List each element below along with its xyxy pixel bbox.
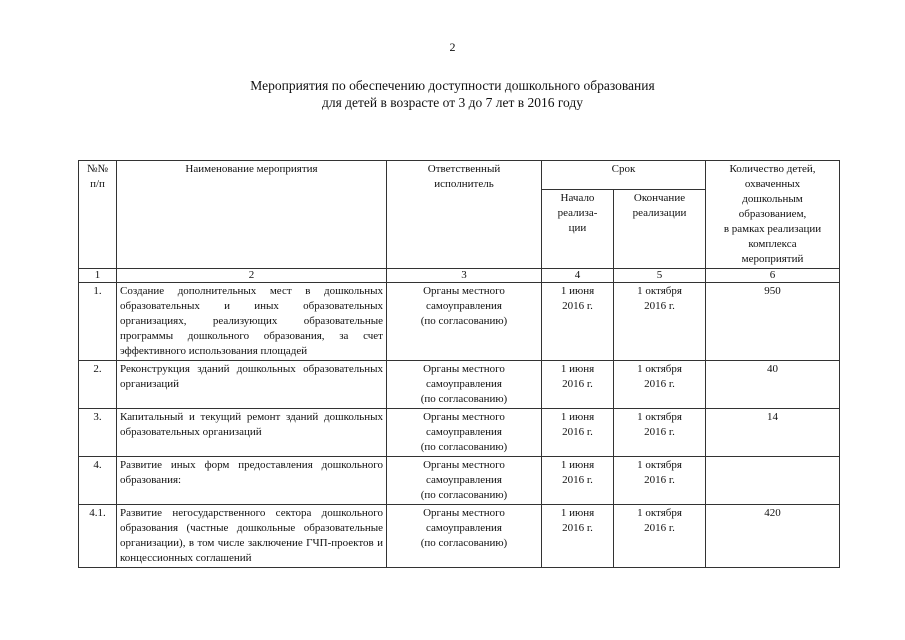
- column-number: 5: [614, 269, 706, 283]
- row-start: 1 июня 2016 г.: [542, 409, 614, 457]
- row-num: 3.: [79, 409, 117, 457]
- row-responsible: Органы местного самоуправления (по согласованию): [387, 457, 542, 505]
- document-title: [0, 77, 905, 111]
- header-count: Количество детей, охваченных дошкольным образованием, в рамках реализации комплекса мероприятий: [706, 161, 840, 269]
- table-row: [79, 283, 840, 361]
- row-end: 1 октября 2016 г.: [614, 409, 706, 457]
- header-responsible: Ответственный исполнитель: [387, 161, 542, 269]
- table-row: [79, 409, 840, 457]
- column-number: 6: [706, 269, 840, 283]
- row-num: 4.: [79, 457, 117, 505]
- row-start: 1 июня 2016 г.: [542, 505, 614, 568]
- row-responsible: Органы местного самоуправления (по согласованию): [387, 283, 542, 361]
- row-end: 1 октября 2016 г.: [614, 457, 706, 505]
- row-count: 40: [706, 361, 840, 409]
- row-name: Реконструкция зданий дошкольных образовательных организаций: [117, 361, 387, 409]
- column-number: 4: [542, 269, 614, 283]
- row-end: 1 октября 2016 г.: [614, 361, 706, 409]
- row-start: 1 июня 2016 г.: [542, 283, 614, 361]
- row-start: 1 июня 2016 г.: [542, 361, 614, 409]
- header-start: Начало реализа- ции: [542, 190, 614, 269]
- table-row: [79, 361, 840, 409]
- header-name: Наименование мероприятия: [117, 161, 387, 269]
- row-num: 2.: [79, 361, 117, 409]
- row-name: Создание дополнительных мест в дошкольных образовательных и иных образовательных организациях, реализующих образовательные программы дошкольного образования, за счет эффективного использования площадей: [117, 283, 387, 361]
- row-name: Развитие негосударственного сектора дошкольного образования (частные дошкольные образовательные организации), в том числе заключение ГЧП-проектов и концессионных соглашений: [117, 505, 387, 568]
- row-responsible: Органы местного самоуправления (по согласованию): [387, 505, 542, 568]
- row-end: 1 октября 2016 г.: [614, 283, 706, 361]
- row-name: Капитальный и текущий ремонт зданий дошкольных образовательных организаций: [117, 409, 387, 457]
- column-number: 3: [387, 269, 542, 283]
- row-num: 4.1.: [79, 505, 117, 568]
- row-count: [706, 457, 840, 505]
- column-number-row: [79, 269, 840, 283]
- table-row: [79, 457, 840, 505]
- column-number: 1: [79, 269, 117, 283]
- header-end: Окончание реализации: [614, 190, 706, 269]
- header-period: Срок: [542, 161, 706, 190]
- measures-table: [78, 160, 840, 568]
- row-end: 1 октября 2016 г.: [614, 505, 706, 568]
- title-line-2: для детей в возрасте от 3 до 7 лет в 2016 году: [321, 95, 584, 110]
- page-number: 2: [449, 40, 456, 54]
- row-responsible: Органы местного самоуправления (по согласованию): [387, 361, 542, 409]
- row-count: 420: [706, 505, 840, 568]
- header-row: [79, 161, 840, 190]
- row-count: 950: [706, 283, 840, 361]
- row-start: 1 июня 2016 г.: [542, 457, 614, 505]
- header-num: №№ п/п: [79, 161, 117, 269]
- row-count: 14: [706, 409, 840, 457]
- table-row: [79, 505, 840, 568]
- title-line-1: Мероприятия по обеспечению доступности дошкольного образования: [250, 78, 655, 93]
- column-number: 2: [117, 269, 387, 283]
- row-num: 1.: [79, 283, 117, 361]
- row-responsible: Органы местного самоуправления (по согласованию): [387, 409, 542, 457]
- row-name: Развитие иных форм предоставления дошкольного образования:: [117, 457, 387, 505]
